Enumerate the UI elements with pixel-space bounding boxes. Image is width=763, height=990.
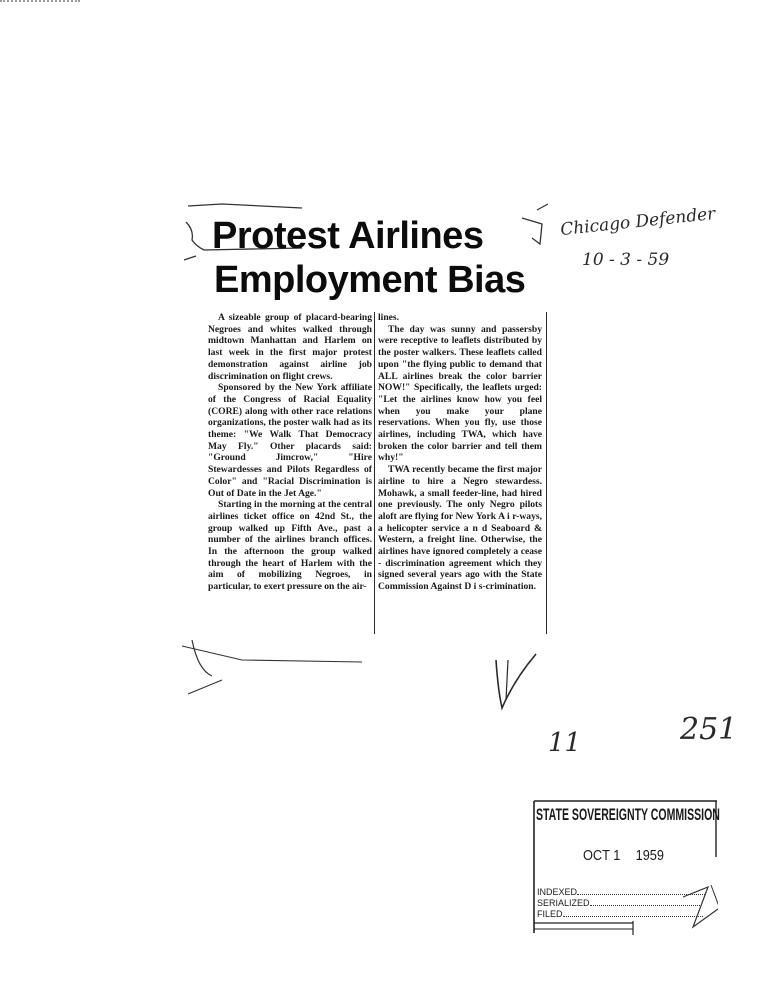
paragraph: lines. [378, 312, 400, 323]
article-column-1 [208, 312, 372, 593]
stamp-year: 1959 [635, 847, 664, 864]
article-column-2 [378, 312, 542, 593]
top-left-dotted-mark [0, 0, 80, 8]
column-divider [374, 312, 375, 634]
newspaper-clipping [182, 200, 552, 650]
paragraph: A sizeable group of placard-bearing Negroes and whites walked through midtown Manhattan and Harlem on last week in the first major protest demonstration against airline job discrimination on flight crews. [208, 312, 372, 382]
stamp-title: STATE SOVEREIGNTY COMMISSION [536, 805, 720, 824]
paragraph: The day was sunny and passersby were receptive to leaflets distributed by the poster walkers. These leaflets called upon "the flying public to demand that ALL airlines break the color barrier NOW!" Specifically, the leaflets urged: "Let the airlines know how you feel when you make your plane reservations. When you fly, use those airlines, including TWA, which have broken the color barrier and tell them why!" [378, 323, 542, 464]
stamp-date [583, 847, 664, 864]
handwritten-source: Chicago Defender [559, 203, 717, 241]
handwritten-mark: 11 [548, 728, 582, 758]
stamp-filed-label: FILED [537, 909, 563, 919]
stamp-filed-row [537, 909, 703, 919]
stamp-serialized-label: SERIALIZED [537, 898, 590, 908]
stamp-serialized-row [537, 898, 700, 908]
paragraph: Sponsored by the New York affiliate of the Congress of Racial Equality (CORE) along with other race relations organizations, the poster walk had as its theme: "We Walk That Democracy May Fly." Other placards said: "Ground Jimcrow," "Hire Stewardesses and Pilots Regardless of Color" and "Racial Discrimination is Out of Date in the Jet Age." [208, 382, 372, 499]
stamp-day: OCT 1 [583, 847, 621, 864]
stamp-indexed-row [537, 887, 705, 897]
headline-line-1: Protest Airlines [212, 215, 484, 257]
headline-line-2: Employment Bias [214, 259, 526, 301]
commission-stamp [533, 797, 718, 937]
stamp-indexed-label: INDEXED [537, 887, 578, 897]
right-border [546, 312, 547, 634]
checkmark-icon [488, 650, 548, 720]
headline [212, 214, 552, 302]
paragraph: TWA recently became the first major airline to hire a Negro stewardess. Mohawk, a small feeder-line, had hired one previously. The only Negro pilots aloft are flying for New York A i r-ways, a helicopter service a n d Seaboard & Western, a freight line. Otherwise, the airlines have ignored completely a cease - discrimination agreement which they signed several years ago with the State Commission Against D i s-crimination. [378, 464, 542, 593]
page-number: 251 [680, 712, 738, 747]
handwritten-date: 10 - 3 - 59 [582, 250, 670, 270]
paragraph: Starting in the morning at the central airlines ticket office on 42nd St., the group walked up Fifth Ave., past a number of the airlines branch offices. In the afternoon the group walked through the heart of Harlem with the aim of mobilizing Negroes, in particular, to exert pressure on the air- [208, 499, 372, 593]
